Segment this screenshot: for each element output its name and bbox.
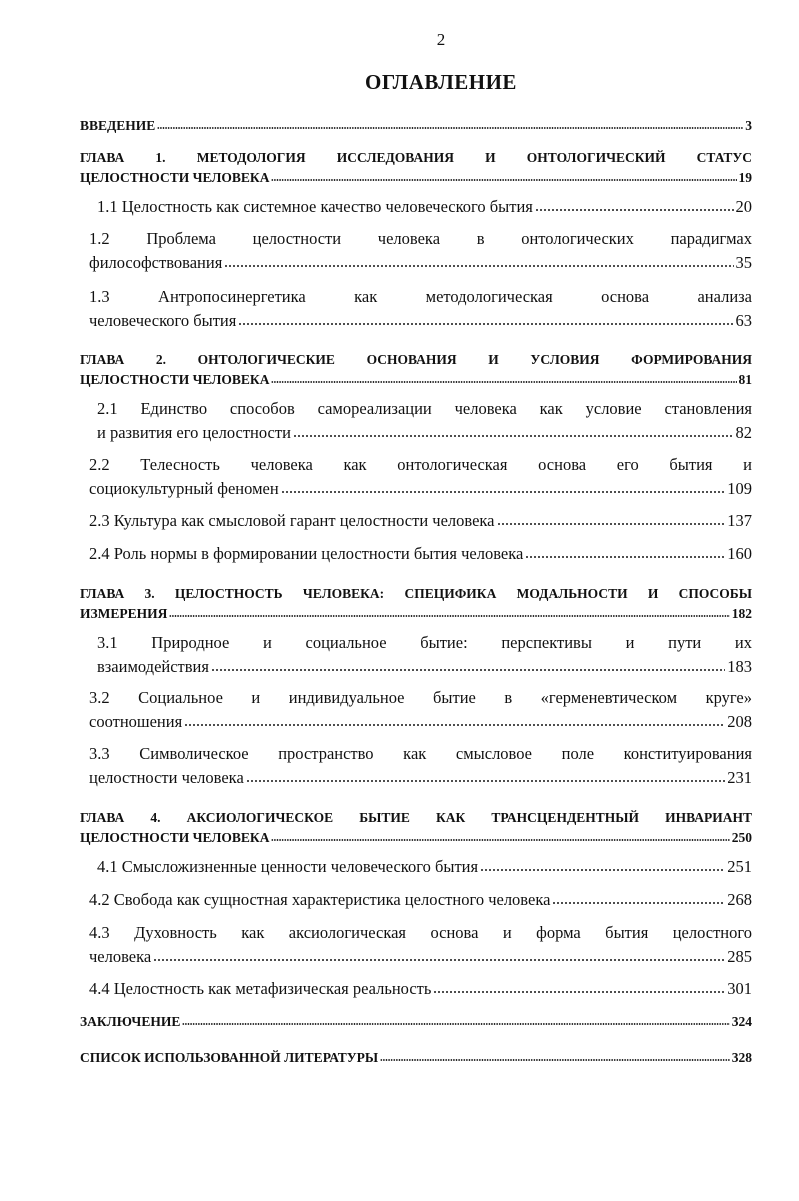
toc-entry[interactable]	[80, 1048, 752, 1068]
toc-entry[interactable]	[89, 453, 752, 501]
toc-entry-title-line1: 2.2 Телесность человека как онтологическая основа его бытия и	[89, 455, 752, 474]
toc-entry-title: и развития его целостности	[97, 423, 291, 442]
toc-entry-title-line1: ГЛАВА 4. АКСИОЛОГИЧЕСКОЕ БЫТИЕ КАК ТРАНСЦЕНДЕНТНЫЙ ИНВАРИАНТ	[80, 810, 752, 825]
toc-entry-title: человека	[89, 947, 152, 966]
toc-entry-title: 4.1 Смысложизненные ценности человеческого бытия	[97, 857, 479, 876]
dot-leader	[238, 322, 733, 326]
dot-leader	[211, 668, 725, 672]
toc-entry-title: ВВЕДЕНИЕ	[80, 118, 156, 133]
dot-leader	[271, 178, 736, 182]
toc-entry-line	[80, 1012, 752, 1032]
dot-leader	[281, 490, 726, 494]
toc-entry-page-number: 251	[727, 857, 752, 876]
toc-entry-line	[97, 195, 752, 219]
toc-entry-line	[80, 604, 752, 624]
toc-entry-line	[89, 309, 752, 333]
toc-entry-page-number: 231	[727, 768, 752, 787]
toc-entry-title-line1: ГЛАВА 1. МЕТОДОЛОГИЯ ИССЛЕДОВАНИЯ И ОНТОЛОГИЧЕСКИЙ СТАТУС	[80, 150, 752, 165]
toc-entry[interactable]	[80, 148, 752, 188]
toc-entry-title-line1: 3.2 Социальное и индивидуальное бытие в «герменевтическом круге»	[89, 688, 752, 707]
toc-entry[interactable]	[97, 397, 752, 445]
toc-entry-page-number: 81	[738, 372, 752, 387]
toc-entry-page-number: 35	[735, 253, 752, 272]
toc-entry-title: соотношения	[89, 712, 183, 731]
toc-entry-line	[80, 1048, 752, 1068]
toc-entry-line	[80, 370, 752, 390]
toc-entry[interactable]	[80, 350, 752, 390]
dot-leader	[246, 779, 725, 783]
toc-entry-page-number: 182	[731, 606, 752, 621]
dot-leader	[182, 1022, 729, 1026]
toc-entry-page-number: 160	[727, 544, 752, 563]
toc-entry-line	[89, 977, 752, 1001]
toc-entry[interactable]	[89, 285, 752, 333]
dot-leader	[271, 838, 729, 842]
toc-entry-page-number: 328	[731, 1050, 752, 1065]
toc-entry-page-number: 137	[727, 511, 752, 530]
dot-leader	[380, 1058, 730, 1062]
toc-entry[interactable]	[80, 808, 752, 848]
toc-entry-line	[97, 855, 752, 879]
toc-entry-title: философствования	[89, 253, 223, 272]
toc-entry-line	[89, 509, 752, 533]
toc-entry-line	[89, 710, 752, 734]
toc-entry-line	[89, 888, 752, 912]
dot-leader	[480, 868, 725, 872]
toc-entry-title: 1.1 Целостность как системное качество человеческого бытия	[97, 197, 533, 216]
toc-entry-title-line1: 2.1 Единство способов самореализации человека как условие становления	[97, 399, 752, 418]
toc-entry-line	[80, 828, 752, 848]
toc-entry-title: человеческого бытия	[89, 311, 237, 330]
toc-entry-title-line1: 3.3 Символическое пространство как смысловое поле конституирования	[89, 744, 752, 763]
dot-leader	[271, 380, 736, 384]
toc-entry-title-line1: 3.1 Природное и социальное бытие: перспективы и пути их	[97, 633, 752, 652]
dot-leader	[184, 723, 725, 727]
toc-entry[interactable]	[89, 542, 752, 566]
toc-entry[interactable]	[97, 631, 752, 679]
dot-leader	[433, 990, 725, 994]
dot-leader	[153, 958, 725, 962]
toc-entry-title: социокультурный феномен	[89, 479, 279, 498]
dot-leader	[552, 901, 725, 905]
toc-entry[interactable]	[80, 1012, 752, 1032]
toc-entry-page-number: 250	[731, 830, 752, 845]
toc-entry-title: ЗАКЛЮЧЕНИЕ	[80, 1014, 181, 1029]
toc-entry-page-number: 301	[727, 979, 752, 998]
toc-entry-line	[89, 477, 752, 501]
toc-entry[interactable]	[80, 584, 752, 624]
toc-entry-page-number: 324	[731, 1014, 752, 1029]
toc-entry-page-number: 19	[738, 170, 752, 185]
toc-entry-page-number: 63	[735, 311, 752, 330]
dot-leader	[293, 434, 734, 438]
toc-entry-title: 2.4 Роль нормы в формировании целостности бытия человека	[89, 544, 524, 563]
dot-leader	[535, 208, 734, 212]
toc-entry-title: ЦЕЛОСТНОСТИ ЧЕЛОВЕКА	[80, 170, 270, 185]
toc-entry[interactable]	[89, 888, 752, 912]
dot-leader	[157, 126, 743, 130]
toc-entry-title-line1: 4.3 Духовность как аксиологическая основа и форма бытия целостного	[89, 923, 752, 942]
toc-entry[interactable]	[97, 855, 752, 879]
toc-entry-page-number: 82	[735, 423, 752, 442]
toc-entry-page-number: 208	[727, 712, 752, 731]
toc-entry-page-number: 20	[735, 197, 752, 216]
toc-entry[interactable]	[89, 977, 752, 1001]
toc-entry-page-number: 268	[727, 890, 752, 909]
dot-leader	[169, 614, 729, 618]
toc-entry[interactable]	[89, 742, 752, 790]
toc-entry-page-number: 3	[745, 118, 752, 133]
toc-entry-line	[80, 116, 752, 136]
toc-entry[interactable]	[89, 921, 752, 969]
dot-leader	[224, 264, 733, 268]
toc-entry[interactable]	[97, 195, 752, 219]
toc-entry-title-line1: ГЛАВА 2. ОНТОЛОГИЧЕСКИЕ ОСНОВАНИЯ И УСЛОВИЯ ФОРМИРОВАНИЯ	[80, 352, 752, 367]
toc-entry-title: 2.3 Культура как смысловой гарант целостности человека	[89, 511, 495, 530]
page-title: ОГЛАВЛЕНИЕ	[365, 70, 517, 94]
toc-entry-title: ЦЕЛОСТНОСТИ ЧЕЛОВЕКА	[80, 830, 270, 845]
toc-entry-title-line1: 1.2 Проблема целостности человека в онтологических парадигмах	[89, 229, 752, 248]
toc-entry-title: ИЗМЕРЕНИЯ	[80, 606, 168, 621]
toc-entry-title-line1: 1.3 Антропосинергетика как методологическая основа анализа	[89, 287, 752, 306]
toc-entry-title-line1: ГЛАВА 3. ЦЕЛОСТНОСТЬ ЧЕЛОВЕКА: СПЕЦИФИКА МОДАЛЬНОСТИ И СПОСОБЫ	[80, 586, 752, 601]
dot-leader	[525, 555, 725, 559]
toc-entry-title: ЦЕЛОСТНОСТИ ЧЕЛОВЕКА	[80, 372, 270, 387]
toc-entry[interactable]	[89, 227, 752, 275]
toc-entry-title: 4.4 Целостность как метафизическая реальность	[89, 979, 432, 998]
toc-entry-title: СПИСОК ИСПОЛЬЗОВАННОЙ ЛИТЕРАТУРЫ	[80, 1050, 379, 1065]
dot-leader	[497, 522, 726, 526]
toc-entry-line	[80, 168, 752, 188]
toc-entry-page-number: 109	[727, 479, 752, 498]
toc-entry-title: целостности человека	[89, 768, 244, 787]
toc-entry-line	[97, 421, 752, 445]
toc-entry-page-number: 285	[727, 947, 752, 966]
toc-entry[interactable]	[80, 116, 752, 136]
toc-entry-line	[89, 251, 752, 275]
toc-entry-line	[89, 542, 752, 566]
toc-entry-line	[97, 655, 752, 679]
toc-entry-line	[89, 766, 752, 790]
page-number: 2	[436, 30, 446, 49]
toc-entry-page-number: 183	[727, 657, 752, 676]
toc-entry-title: 4.2 Свобода как сущностная характеристика целостного человека	[89, 890, 551, 909]
toc-entry-line	[89, 945, 752, 969]
toc-entry[interactable]	[89, 686, 752, 734]
toc-entry[interactable]	[89, 509, 752, 533]
toc-entry-title: взаимодействия	[97, 657, 209, 676]
